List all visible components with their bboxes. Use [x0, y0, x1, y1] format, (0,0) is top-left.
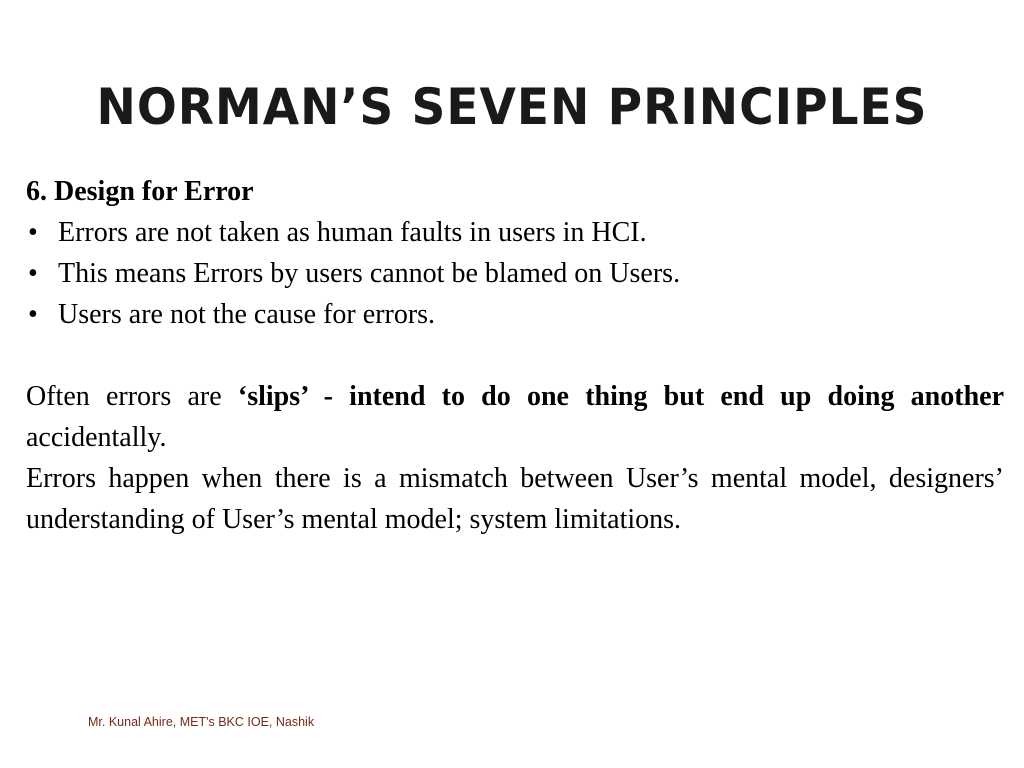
- section-heading: 6. Design for Error: [26, 176, 254, 207]
- slips-bold-text: ‘slips’ - intend to do one thing but end up doing another: [237, 381, 1004, 412]
- slide-content: [26, 171, 1004, 540]
- bullet-item: [26, 294, 1004, 335]
- bullet-icon: •: [28, 217, 38, 248]
- bullet-icon: •: [28, 299, 38, 330]
- slips-text-after: accidentally.: [26, 422, 167, 453]
- footer-credit: Mr. Kunal Ahire, MET's BKC IOE, Nashik: [88, 715, 315, 729]
- mismatch-paragraph: Errors happen when there is a mismatch between User’s mental model, designers’ understanding of User’s mental model; system limitations.: [26, 463, 1004, 535]
- bullet-text: Users are not the cause for errors.: [58, 299, 436, 330]
- slips-text-before: Often errors are: [26, 381, 238, 412]
- bullet-icon: •: [28, 258, 38, 289]
- slips-paragraph: [26, 376, 1004, 458]
- spacer: [26, 335, 1004, 376]
- bullet-list: [26, 212, 1004, 335]
- bullet-text: This means Errors by users cannot be blamed on Users.: [58, 258, 681, 289]
- bullet-item: [26, 253, 1004, 294]
- slide-title: NORMAN’S SEVEN PRINCIPLES: [96, 78, 928, 137]
- bullet-text: Errors are not taken as human faults in users in HCI.: [58, 217, 647, 248]
- bullet-item: [26, 212, 1004, 253]
